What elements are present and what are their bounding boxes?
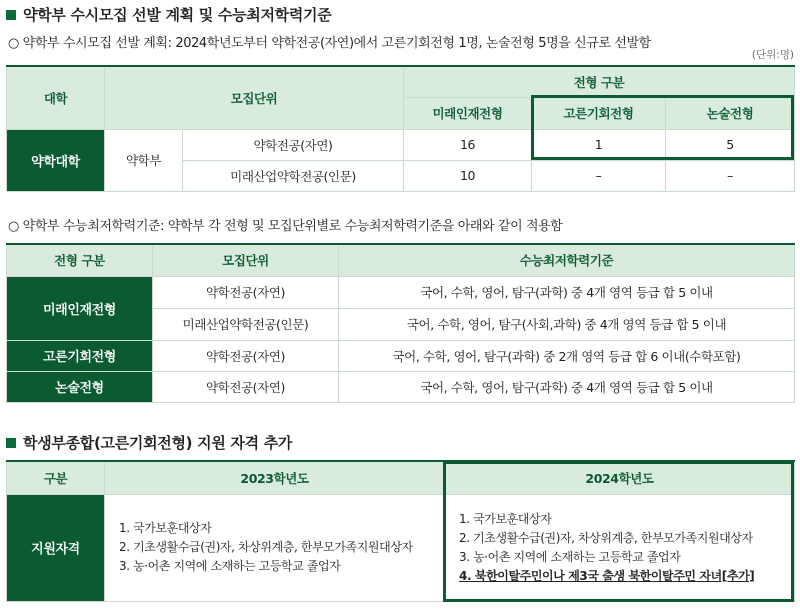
- list-2023: [105, 494, 445, 601]
- cell-type: 미래인재전형: [7, 276, 153, 340]
- header-recruit-unit: 모집단위: [153, 244, 339, 276]
- cell-major: 약학전공(자연): [183, 129, 404, 160]
- list-item: 1. 국가보훈대상자: [119, 521, 212, 535]
- cell-type: 논술전형: [7, 371, 153, 402]
- cell-value: –: [532, 160, 666, 191]
- list-item: 3. 농·어촌 지역에 소재하는 고등학교 졸업자: [459, 549, 681, 564]
- cell-unit: 미래산업약학전공(인문): [153, 308, 339, 340]
- cell-value: 1: [532, 129, 666, 160]
- cell-standard: 국어, 수학, 영어, 탐구(사회,과학) 중 4개 영역 등급 합 5 이내: [339, 308, 795, 340]
- header-recruit-unit: 모집단위: [105, 66, 404, 129]
- cell-standard: 국어, 수학, 영어, 탐구(과학) 중 4개 영역 등급 합 5 이내: [339, 371, 795, 402]
- cell-value: 16: [404, 129, 532, 160]
- list-2024: [445, 494, 795, 601]
- list-item-added: 4. 북한이탈주민이나 제3국 출생 북한이탈주민 자녀[추가]: [459, 568, 755, 583]
- section2-note: ○ 약학부 수능최저학력기준: 약학부 각 전형 및 모집단위별로 수능최저학력기준을 아래와 같이 적용함: [8, 219, 563, 234]
- cell-university: 약학대학: [7, 129, 105, 191]
- cell-standard: 국어, 수학, 영어, 탐구(과학) 중 2개 영역 등급 합 6 이내(수학포함): [339, 340, 795, 371]
- cell-value: –: [666, 160, 795, 191]
- cell-type: 고른기회전형: [7, 340, 153, 371]
- green-square-icon: [6, 10, 16, 20]
- list-item: 2. 기초생활수급(권)자, 차상위계층, 한부모가족지원대상자: [459, 530, 753, 545]
- header-2023: 2023학년도: [105, 461, 445, 494]
- cell-major: 미래산업약학전공(인문): [183, 160, 404, 191]
- eligibility-table: [6, 460, 795, 602]
- header-category: 구분: [7, 461, 105, 494]
- header-type-nonsul: 논술전형: [666, 97, 795, 129]
- header-type-goreun: 고른기회전형: [532, 97, 666, 129]
- list-item: 1. 국가보훈대상자: [459, 511, 552, 526]
- section3-title: 학생부종합(고른기회전형) 지원 자격 추가: [6, 432, 292, 453]
- minimum-standard-table: [6, 243, 795, 403]
- header-selection-type: 전형 구분: [404, 66, 795, 97]
- section1-note: ○ 약학부 수시모집 선발 계획: 2024학년도부터 약학전공(자연)에서 고른기회전형 1명, 논술전형 5명을 신규로 선발함: [8, 36, 651, 51]
- cell-value: 5: [666, 129, 795, 160]
- unit-label: (단위:명): [751, 49, 794, 61]
- cell-unit: 약학전공(자연): [153, 340, 339, 371]
- header-selection-type: 전형 구분: [7, 244, 153, 276]
- header-minimum-standard: 수능최저학력기준: [339, 244, 795, 276]
- header-2024: 2024학년도: [445, 461, 795, 494]
- cell-value: 10: [404, 160, 532, 191]
- selection-plan-table: [6, 65, 795, 192]
- green-square-icon: [6, 438, 16, 448]
- cell-unit: 약학전공(자연): [153, 276, 339, 308]
- list-item: 2. 기초생활수급(권)자, 차상위계층, 한부모가족지원대상자: [119, 540, 413, 554]
- list-item: 3. 농·어촌 지역에 소재하는 고등학교 졸업자: [119, 559, 341, 573]
- cell-unit: 약학전공(자연): [153, 371, 339, 402]
- cell-department: 약학부: [105, 129, 183, 191]
- cell-standard: 국어, 수학, 영어, 탐구(과학) 중 4개 영역 등급 합 5 이내: [339, 276, 795, 308]
- cell-eligibility-label: 지원자격: [7, 494, 105, 601]
- header-university: 대학: [7, 66, 105, 129]
- section1-title: 약학부 수시모집 선발 계획 및 수능최저학력기준: [6, 4, 331, 25]
- header-type-mirae: 미래인재전형: [404, 97, 532, 129]
